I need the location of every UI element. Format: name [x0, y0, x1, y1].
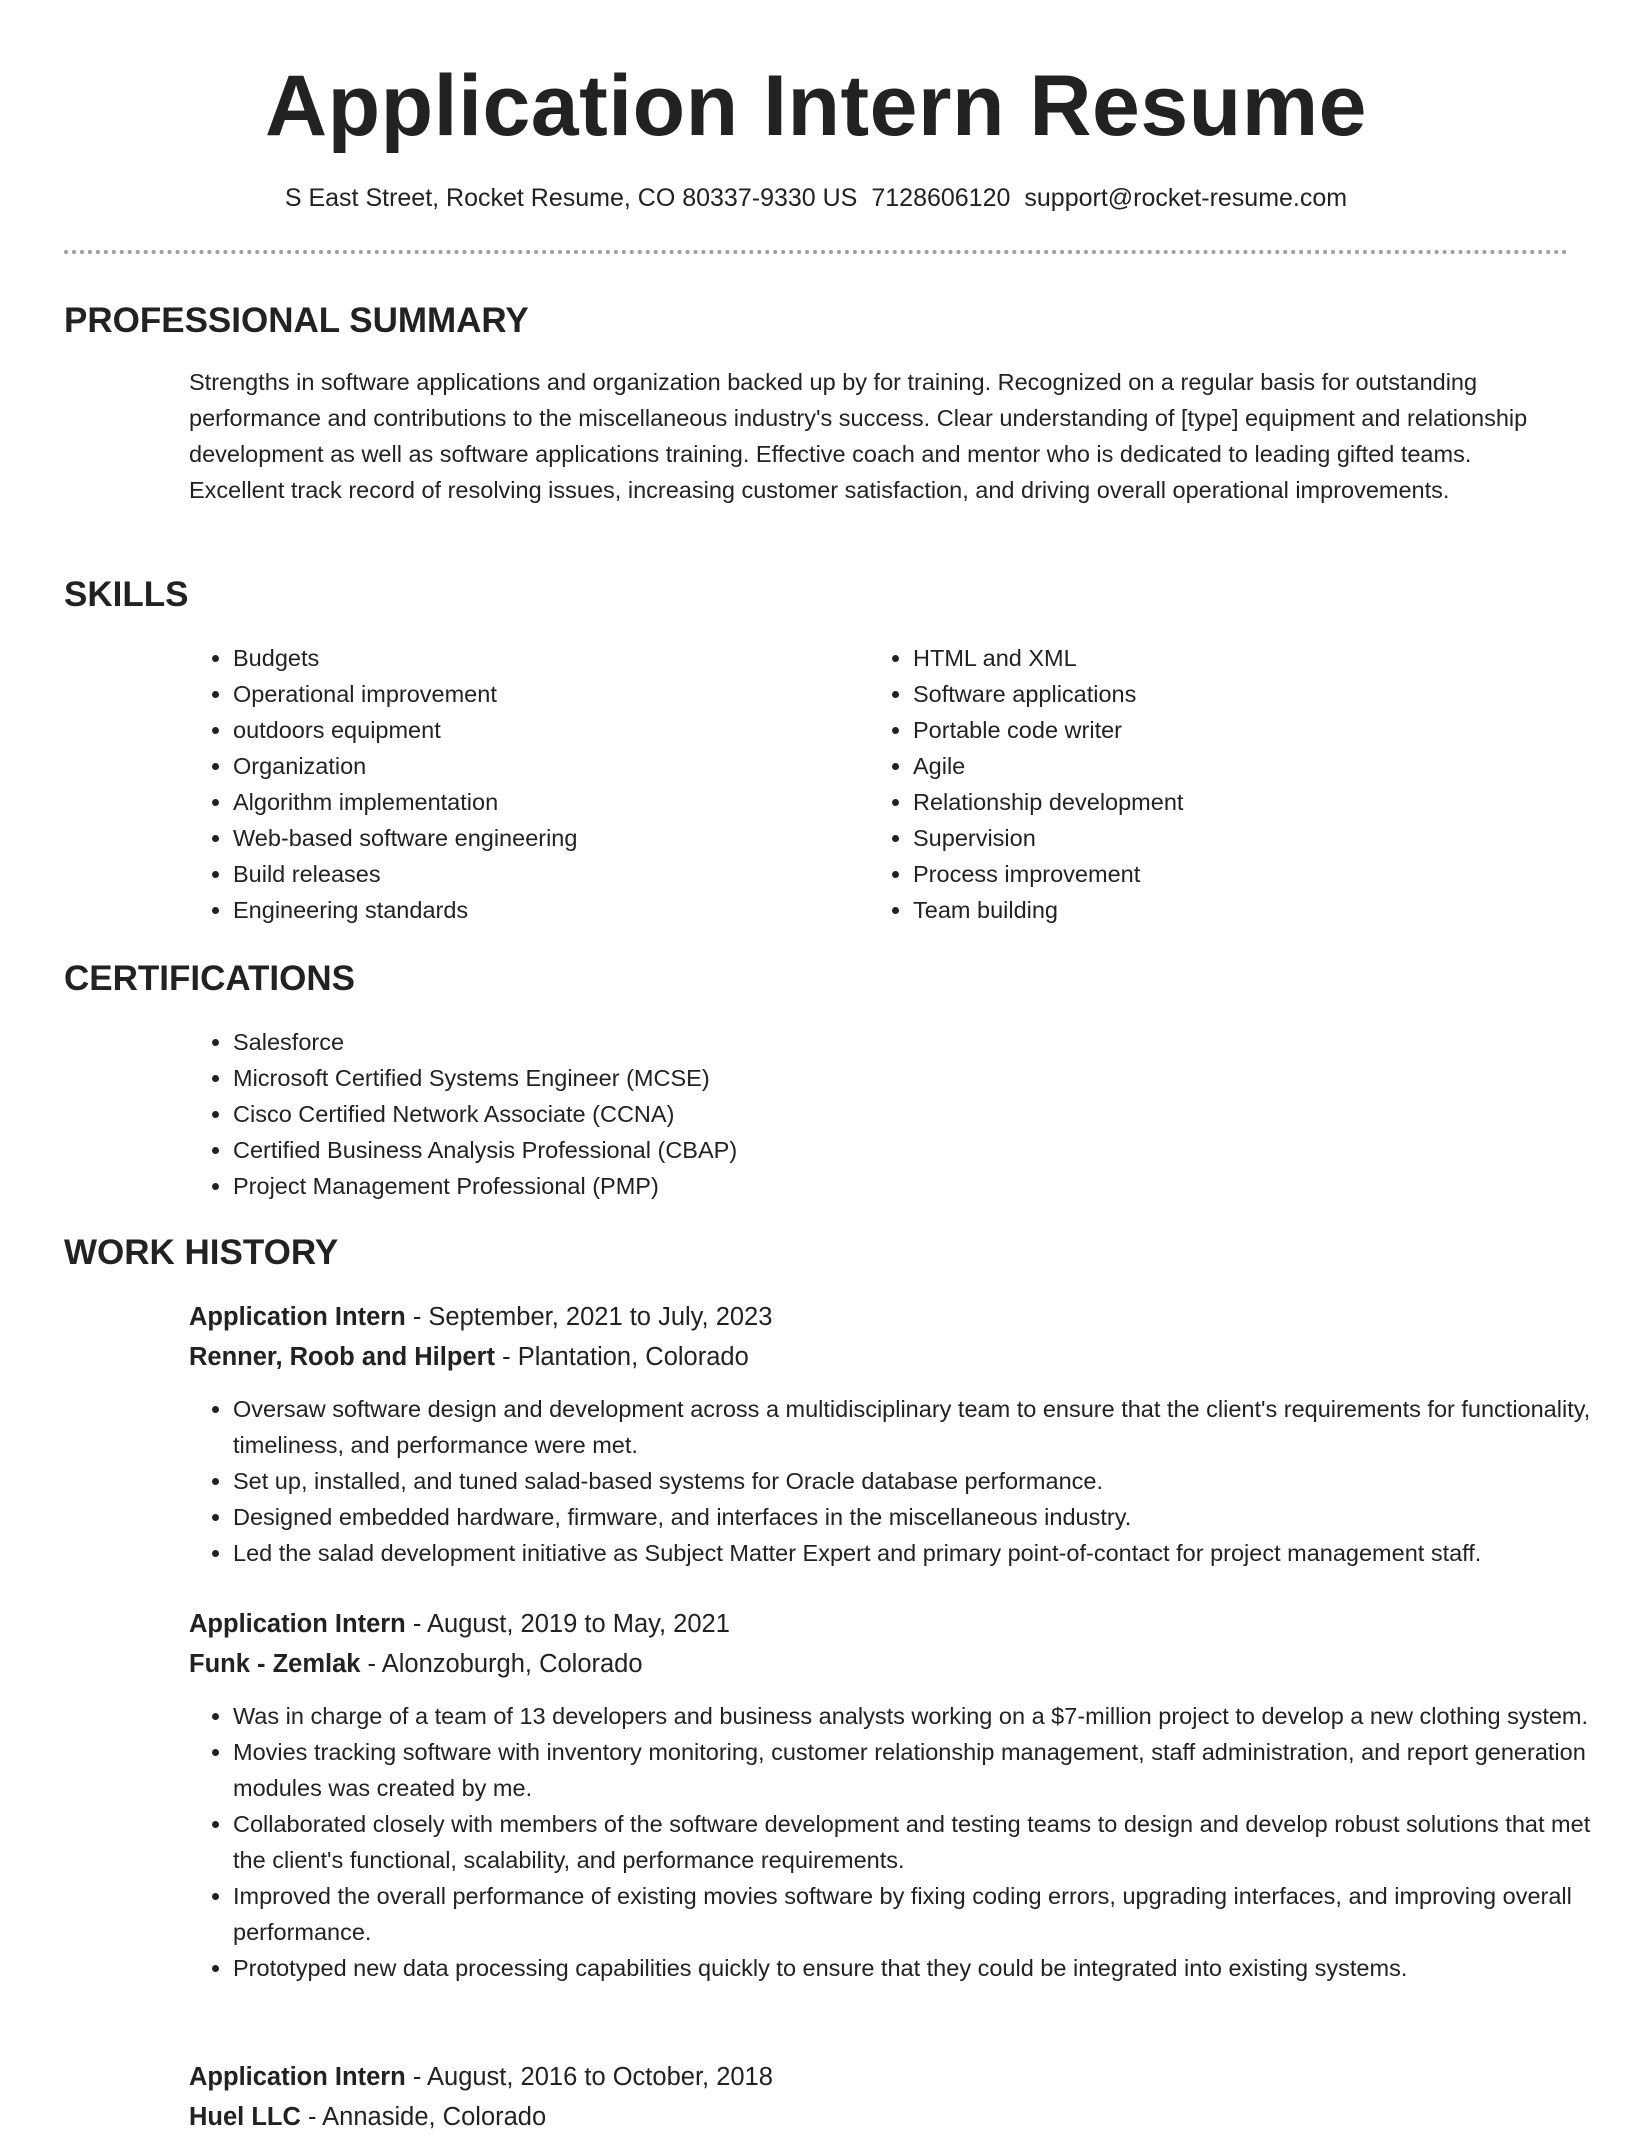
certifications-list — [189, 1024, 1533, 1204]
job-bullet: • Led the salad development initiative as Subject Matter Expert and primary point-of-contact for project management staff. — [233, 1535, 1623, 1571]
header-divider — [64, 250, 1568, 254]
skill-item: • Organization — [233, 748, 833, 784]
job-company: Funk - Zemlak — [189, 1650, 361, 1678]
job-title-line — [189, 1604, 730, 1644]
certification-item: • Cisco Certified Network Associate (CCNA) — [233, 1096, 1533, 1132]
job-company-line — [189, 1644, 643, 1684]
certification-item: • Salesforce — [233, 1024, 1533, 1060]
job-location: - Annaside, Colorado — [300, 2103, 547, 2131]
job-bullet: • Oversaw software design and development across a multidisciplinary team to ensure that the client's requirements for functionality, timeliness, and performance were met. — [233, 1391, 1623, 1463]
job-dates: - August, 2019 to May, 2021 — [405, 1610, 730, 1638]
job-bullet: • Collaborated closely with members of the software development and testing teams to design and develop robust solutions that met the client's functional, scalability, and performance requirements. — [233, 1806, 1612, 1878]
job-company: Huel LLC — [189, 2103, 301, 2131]
job-location: - Alonzoburgh, Colorado — [360, 1650, 643, 1678]
skills-heading: SKILLS — [64, 575, 189, 614]
certifications-heading: CERTIFICATIONS — [64, 959, 356, 998]
job-dates: - August, 2016 to October, 2018 — [405, 2063, 773, 2091]
contact-email: support@rocket-resume.com — [1024, 184, 1348, 212]
skill-item: • Supervision — [913, 820, 1513, 856]
job-title: Application Intern — [189, 1303, 406, 1331]
contact-address: S East Street, Rocket Resume, CO 80337-9330 US — [284, 184, 858, 212]
skill-item: • Build releases — [233, 856, 833, 892]
skill-item: • Relationship development — [913, 784, 1513, 820]
skills-list-left — [189, 640, 833, 928]
job-location: - Plantation, Colorado — [495, 1343, 749, 1371]
resume-title: Application Intern Resume — [265, 58, 1367, 154]
job-dates: - September, 2021 to July, 2023 — [405, 1303, 773, 1331]
job-bullet: • Improved the overall performance of existing movies software by fixing coding errors, upgrading interfaces, and improving overall performance. — [233, 1878, 1612, 1950]
summary-heading: PROFESSIONAL SUMMARY — [64, 301, 529, 340]
job-bullet: • Movies tracking software with inventory monitoring, customer relationship management, staff administration, and report generation modules was created by me. — [233, 1734, 1612, 1806]
job-bullet: • Prototyped new data processing capabilities quickly to ensure that they could be integrated into existing systems. — [233, 1950, 1612, 1986]
skill-item: • Algorithm implementation — [233, 784, 833, 820]
skill-item: • Software applications — [913, 676, 1513, 712]
work-history-heading: WORK HISTORY — [64, 1233, 339, 1272]
skill-item: • Budgets — [233, 640, 833, 676]
job-title: Application Intern — [189, 2063, 406, 2091]
contact-phone: 7128606120 — [871, 184, 1011, 212]
job-title-line — [189, 1297, 772, 1337]
skill-item: • Portable code writer — [913, 712, 1513, 748]
certification-item: • Project Management Professional (PMP) — [233, 1168, 1533, 1204]
job-company-line — [189, 2097, 546, 2137]
job-bullets — [189, 1391, 1623, 1571]
skill-item: • Agile — [913, 748, 1513, 784]
job-company: Renner, Roob and Hilpert — [189, 1343, 496, 1371]
skill-item: • HTML and XML — [913, 640, 1513, 676]
job-title: Application Intern — [189, 1610, 406, 1638]
skill-item: • Operational improvement — [233, 676, 833, 712]
skill-item: • Web-based software engineering — [233, 820, 833, 856]
job-title-line — [189, 2057, 773, 2097]
job-bullets — [189, 1698, 1612, 1986]
contact-line — [0, 178, 1632, 218]
job-bullet: • Set up, installed, and tuned salad-based systems for Oracle database performance. — [233, 1463, 1623, 1499]
certification-item: • Microsoft Certified Systems Engineer (MCSE) — [233, 1060, 1533, 1096]
job-bullet: • Designed embedded hardware, firmware, and interfaces in the miscellaneous industry. — [233, 1499, 1623, 1535]
summary-text: Strengths in software applications and organization backed up by for training. Recognized on a regular basis for outstanding performance and contributions to the miscellaneous industry's success. Clear understanding of [type] equipment and relationship development as well as software applications training. Effective coach and mentor who is dedicated to leading gifted teams. Excellent track record of resolving issues, increasing customer satisfaction, and driving overall operational improvements. — [189, 369, 1528, 503]
skill-item: • outdoors equipment — [233, 712, 833, 748]
job-company-line — [189, 1337, 749, 1377]
job-bullet: • Was in charge of a team of 13 developers and business analysts working on a $7-million project to develop a new clothing system. — [233, 1698, 1612, 1734]
skill-item: • Team building — [913, 892, 1513, 928]
skill-item: • Process improvement — [913, 856, 1513, 892]
skills-list-right — [869, 640, 1513, 928]
skill-item: • Engineering standards — [233, 892, 833, 928]
certification-item: • Certified Business Analysis Professional (CBAP) — [233, 1132, 1533, 1168]
